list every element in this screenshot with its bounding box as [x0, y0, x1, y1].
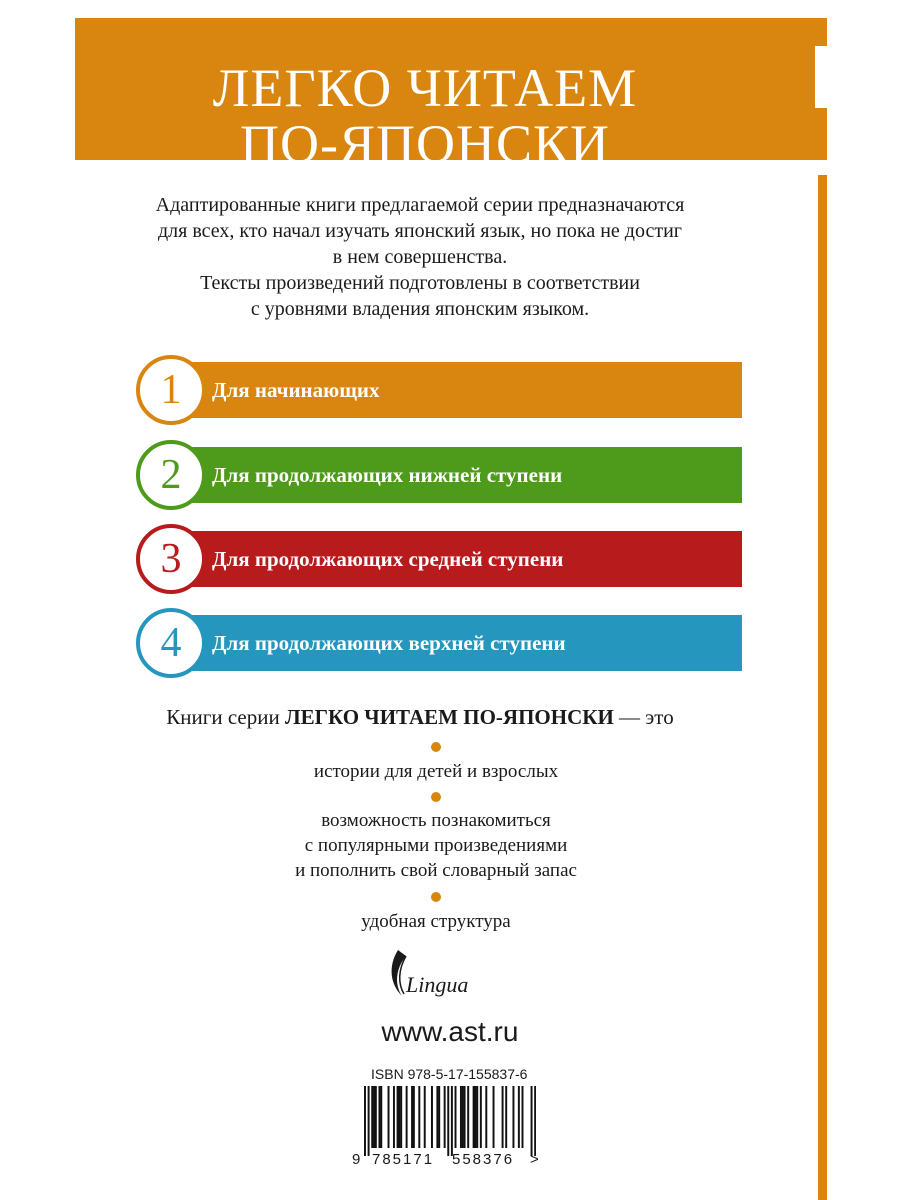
level-3 — [136, 531, 742, 587]
lead-suffix: — это — [619, 705, 674, 729]
barcode-bar — [462, 1086, 464, 1148]
intro-paragraph — [80, 192, 760, 322]
lingua-logo — [380, 944, 490, 1008]
barcode-bar — [368, 1086, 370, 1156]
logo-feather-icon — [392, 950, 406, 996]
barcode-right-digits: 558376 — [452, 1151, 515, 1168]
feature-line: истории для детей и взрослых — [313, 761, 559, 782]
intro-line: для всех, кто начал изучать японский язык, но пока не достиг — [157, 220, 682, 242]
intro-line: Адаптированные книги предлагаемой серии предназначаются — [155, 194, 685, 216]
barcode-bar — [447, 1086, 449, 1156]
barcode-lead-digit: 9 — [352, 1151, 361, 1168]
isbn-number: ISBN 978-5-17-155837-6 — [371, 1066, 528, 1082]
level-label: Для продолжающих верхней ступени — [212, 631, 566, 655]
barcode-bar — [451, 1086, 453, 1156]
logo-wordmark: Lingua — [406, 972, 469, 997]
bullet-dot — [431, 742, 441, 752]
series-title — [75, 60, 775, 172]
barcode-bar — [398, 1086, 400, 1148]
barcode-bar — [371, 1086, 373, 1148]
barcode-bar — [480, 1086, 482, 1148]
level-label: Для начинающих — [212, 378, 380, 402]
barcode-bar — [518, 1086, 520, 1148]
barcode-bar — [474, 1086, 476, 1148]
barcode-quiet-mark: > — [530, 1151, 539, 1168]
barcode-left-digits: 785171 — [372, 1151, 435, 1168]
barcode-bar — [505, 1086, 507, 1148]
barcode-bar — [512, 1086, 514, 1148]
lead-prefix: Книги серии — [166, 705, 280, 729]
level-2 — [136, 447, 742, 503]
feature-item — [80, 909, 792, 934]
level-number-badge: 3 — [136, 524, 206, 594]
level-4 — [136, 615, 742, 671]
barcode-bar — [418, 1086, 420, 1148]
barcode-bar — [373, 1086, 375, 1148]
barcode-bar — [378, 1086, 380, 1148]
bullet-dot — [431, 892, 441, 902]
barcode-bar — [413, 1086, 415, 1148]
series-header — [75, 18, 827, 174]
barcode-bar — [380, 1086, 382, 1148]
barcode-bar — [455, 1086, 457, 1148]
barcode-bar — [444, 1086, 446, 1148]
series-title-line-1: ЛЕГКО ЧИТАЕМ — [212, 58, 638, 118]
feature-item — [80, 808, 792, 883]
barcode-bar — [411, 1086, 413, 1148]
barcode-bar — [400, 1086, 402, 1148]
barcode-bar — [531, 1086, 533, 1156]
spine-accent-line — [818, 175, 827, 1200]
features-lead — [80, 703, 760, 731]
level-number-badge: 2 — [136, 440, 206, 510]
intro-line: с уровнями владения японским языком. — [250, 298, 590, 320]
barcode-bar — [464, 1086, 466, 1148]
barcode-bar — [460, 1086, 462, 1148]
barcode-bar — [406, 1086, 408, 1148]
intro-line: в нем совершенства. — [332, 246, 508, 268]
barcode-bar — [476, 1086, 478, 1148]
lead-series-name: ЛЕГКО ЧИТАЕМ ПО-ЯПОНСКИ — [284, 705, 614, 729]
barcode-bar — [467, 1086, 469, 1148]
feature-line: с популярными произведениями — [304, 835, 568, 856]
barcode-bar — [431, 1086, 433, 1148]
header-edge-notch — [815, 46, 827, 108]
intro-line: Тексты произведений подготовлены в соответствии — [200, 272, 640, 294]
feature-line: удобная структура — [361, 911, 511, 932]
barcode-bar — [473, 1086, 475, 1148]
barcode-bar — [424, 1086, 426, 1148]
level-1 — [136, 362, 742, 418]
level-label: Для продолжающих нижней ступени — [212, 463, 563, 487]
barcode-bar — [534, 1086, 536, 1156]
barcode-bar — [485, 1086, 487, 1148]
barcode-bar — [397, 1086, 399, 1148]
level-label: Для продолжающих средней ступени — [212, 547, 564, 571]
barcode-bar — [436, 1086, 438, 1148]
publisher-url[interactable]: www.ast.ru — [381, 1016, 519, 1047]
isbn-barcode — [364, 1086, 536, 1156]
level-number-badge: 4 — [136, 608, 206, 678]
barcode-bar — [502, 1086, 504, 1148]
barcode-bar — [393, 1086, 395, 1148]
series-title-line-2: ПО-ЯПОНСКИ — [239, 114, 611, 174]
bullet-dot — [431, 792, 441, 802]
barcode-bar — [364, 1086, 366, 1156]
barcode-bar — [375, 1086, 377, 1148]
feature-line: возможность познакомиться — [321, 810, 551, 831]
feature-item — [80, 759, 792, 784]
level-number-badge: 1 — [136, 355, 206, 425]
barcode-bar — [438, 1086, 440, 1148]
barcode-bar — [493, 1086, 495, 1148]
feature-line: и пополнить свой словарный запас — [295, 860, 577, 881]
barcode-bar — [522, 1086, 524, 1148]
barcode-bar — [388, 1086, 390, 1148]
